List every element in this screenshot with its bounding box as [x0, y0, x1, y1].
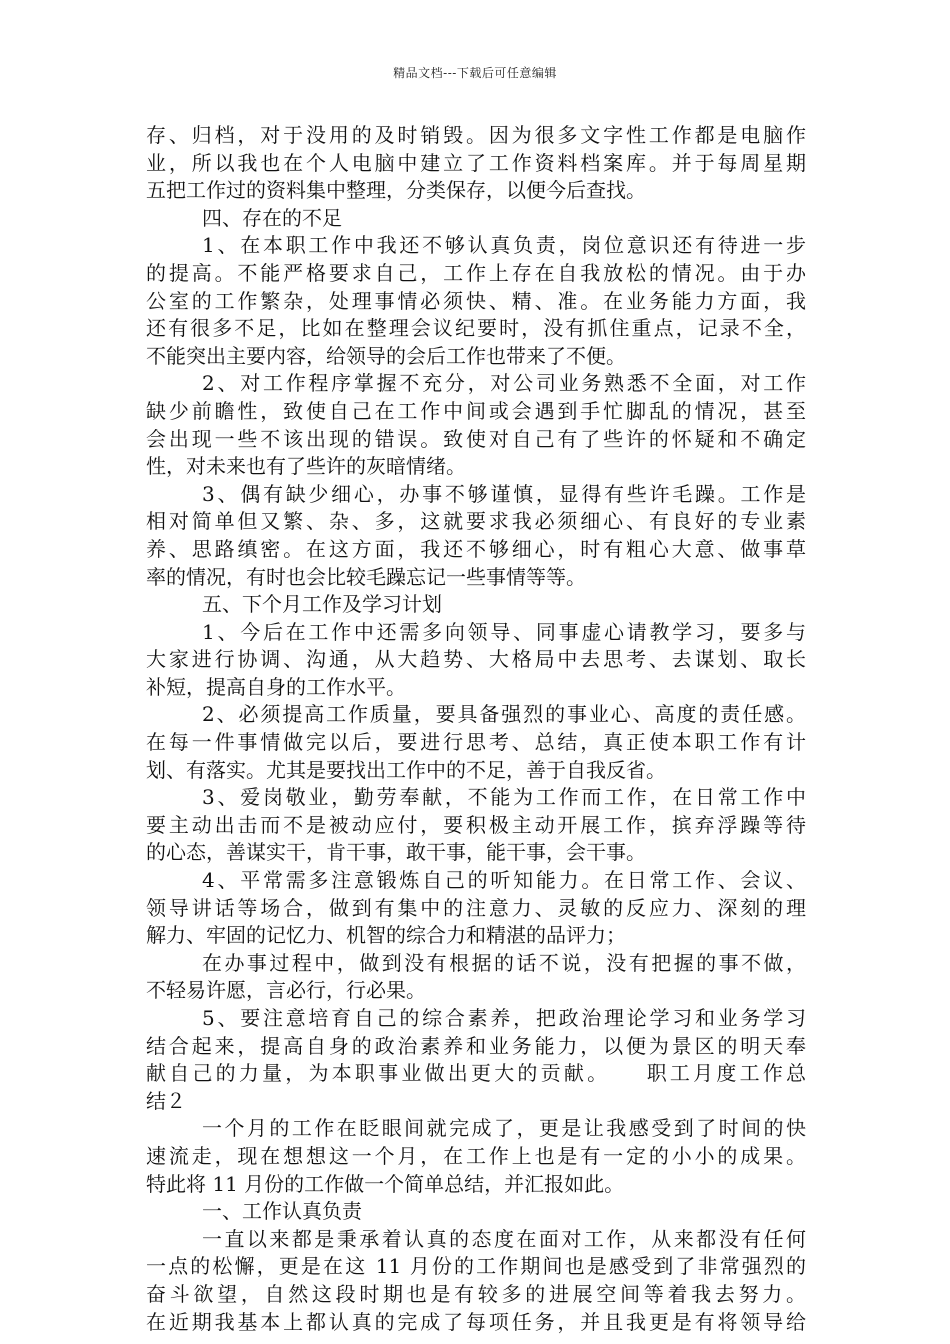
text-line: 结合起来，提高自身的政治素养和业务能力，以便为景区的明天奉: [146, 1033, 806, 1058]
text-line: 3、爱岗敬业，勤劳奉献，不能为工作而工作，在日常工作中: [202, 785, 806, 810]
text-line: 不轻易许愿，言必行，行必果。: [146, 978, 426, 1003]
text-line: 四、存在的不足: [202, 205, 342, 230]
text-line: 不能突出主要内容，给领导的会后工作也带来了不便。: [146, 343, 626, 368]
text-line: 解力、牢固的记忆力、机智的综合力和精湛的品评力；: [146, 923, 626, 948]
text-line: 缺少前瞻性，致使自己在工作中间或会遇到手忙脚乱的情况，甚至: [146, 398, 806, 423]
text-line: 的提高。不能严格要求自己，工作上存在自我放松的情况。由于办: [146, 260, 806, 285]
document-body: [146, 122, 806, 1336]
text-line: 相对简单但又繁、杂、多，这就要求我必须细心、有良好的专业素: [146, 509, 806, 534]
text-line: 养、思路缜密。在这方面，我还不够细心，时有粗心大意、做事草: [146, 536, 806, 561]
text-line: 2、对工作程序掌握不充分，对公司业务熟悉不全面，对工作: [202, 371, 806, 396]
text-line: 领导讲话等场合，做到有集中的注意力、灵敏的反应力、深刻的理: [146, 895, 806, 920]
text-line: 一点的松懈，更是在这 11 月份的工作期间也是感受到了非常强烈的: [146, 1254, 806, 1279]
text-line: 2、必须提高工作质量，要具备强烈的事业心、高度的责任感。: [202, 702, 806, 727]
text-line: 献自己的力量，为本职事业做出更大的贡献。 职工月度工作总: [146, 1061, 806, 1086]
text-line: 公室的工作繁杂，处理事情必须快、精、准。在业务能力方面，我: [146, 288, 806, 313]
text-line: 一、工作认真负责: [202, 1199, 362, 1224]
text-line: 结２: [146, 1088, 186, 1113]
text-line: 率的情况，有时也会比较毛躁忘记一些事情等等。: [146, 564, 586, 589]
text-line: 特此将 11 月份的工作做一个简单总结，并汇报如此。: [146, 1171, 625, 1196]
text-line: 1、在本职工作中我还不够认真负责，岗位意识还有待进一步: [202, 233, 806, 258]
text-line: 五、下个月工作及学习计划: [202, 592, 442, 617]
text-line: 大家进行协调、沟通，从大趋势、大格局中去思考、去谋划、取长: [146, 647, 806, 672]
text-line: 的心态，善谋实干，肯干事，敢干事，能干事，会干事。: [146, 840, 646, 865]
text-line: 在办事过程中，做到没有根据的话不说，没有把握的事不做，: [202, 950, 806, 975]
text-line: 一直以来都是秉承着认真的态度在面对工作，从来都没有任何: [202, 1226, 806, 1251]
text-line: 一个月的工作在眨眼间就完成了，更是让我感受到了时间的快: [202, 1116, 806, 1141]
text-line: 4、平常需多注意锻炼自己的听知能力。在日常工作、会议、: [202, 868, 806, 893]
text-line: 5、要注意培育自己的综合素养，把政治理论学习和业务学习: [202, 1006, 806, 1030]
text-line: 存、归档，对于没用的及时销毁。因为很多文字性工作都是电脑作: [146, 123, 806, 147]
text-line: 业，所以我也在个人电脑中建立了工作资料档案库。并于每周星期: [146, 150, 806, 175]
text-line: 还有很多不足，比如在整理会议纪要时，没有抓住重点，记录不全，: [146, 316, 806, 341]
text-line: 在近期我基本上都认真的完成了每项任务，并且我更是有将领导给: [146, 1309, 806, 1334]
text-line: 补短，提高自身的工作水平。: [146, 674, 406, 699]
text-line: 奋斗欲望，自然这段时期也是有较多的进展空间等着我去努力。: [146, 1281, 806, 1306]
text-line: 性，对未来也有了些许的灰暗情绪。: [146, 454, 466, 479]
text-line: 划、有落实。尤其是要找出工作中的不足，善于自我反省。: [146, 757, 666, 782]
text-line: 速流走，现在想想这一个月，在工作上也是有一定的小小的成果。: [146, 1143, 806, 1168]
text-line: 五把工作过的资料集中整理，分类保存，以便今后查找。: [146, 178, 646, 203]
text-line: 会出现一些不该出现的错误。致使对自己有了些许的怀疑和不确定: [146, 426, 806, 451]
page-header: 精品文档---下载后可任意编辑: [393, 66, 557, 80]
text-line: 3、偶有缺少细心，办事不够谨慎，显得有些许毛躁。工作是: [202, 481, 806, 506]
text-line: 在每一件事情做完以后，要进行思考、总结，真正使本职工作有计: [146, 730, 806, 755]
text-line: 要主动出击而不是被动应付，要积极主动开展工作，摈弃浮躁等待: [146, 812, 806, 837]
text-line: 1、今后在工作中还需多向领导、同事虚心请教学习，要多与: [202, 619, 806, 644]
